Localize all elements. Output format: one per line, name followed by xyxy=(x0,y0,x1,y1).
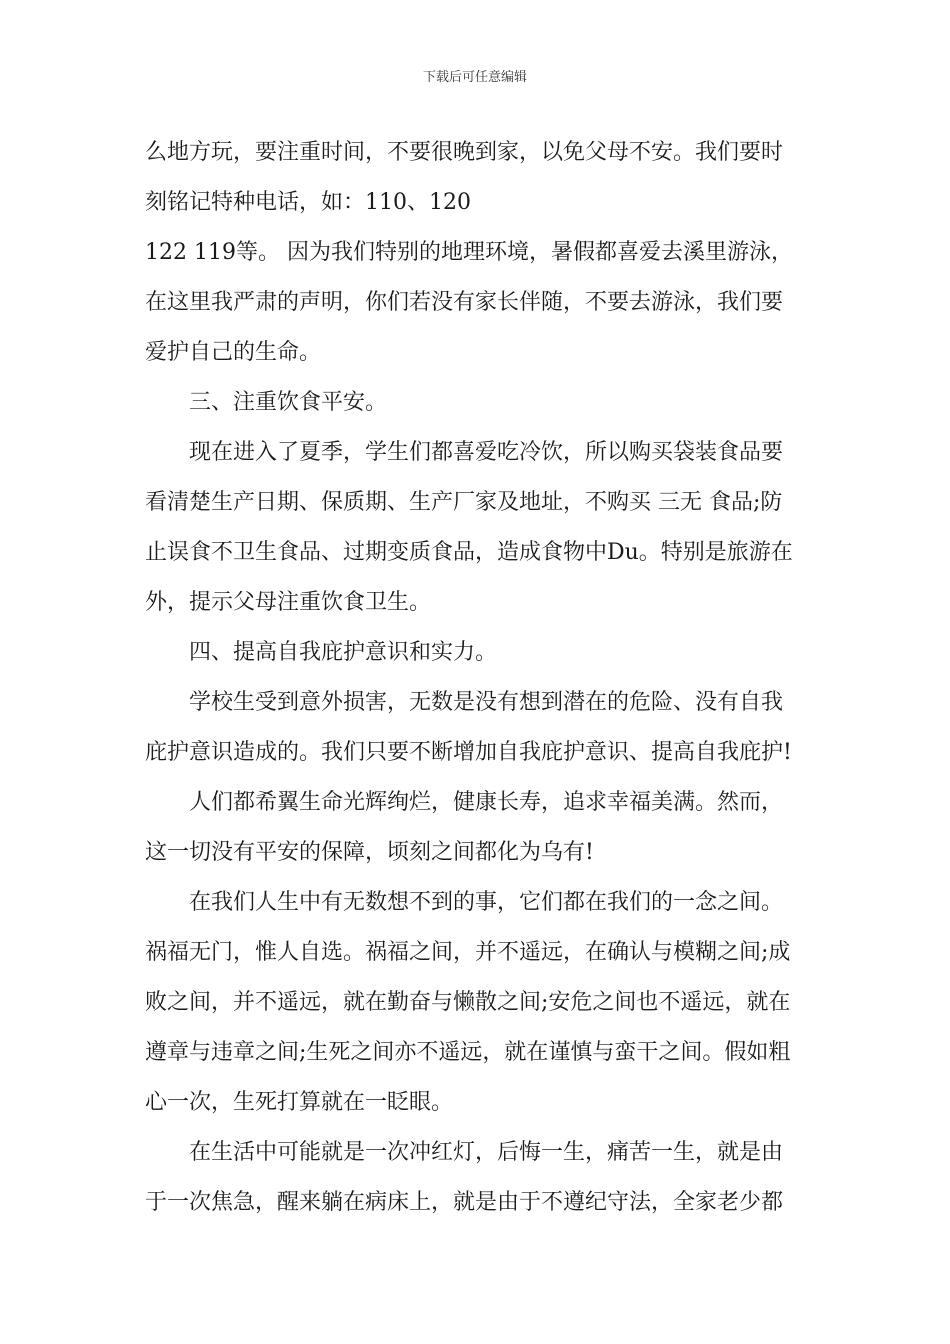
text-line: 刻铭记特种电话，如：110、120 xyxy=(145,190,471,215)
text-line: 三、注重饮食平安。 xyxy=(189,390,388,415)
text-line: 人们都希翼生命光辉绚烂，健康长寿，追求幸福美满。然而， xyxy=(189,790,784,815)
text-line: 遵章与违章之间;生死之间亦不遥远，就在谨慎与蛮干之间。假如粗 xyxy=(145,1040,791,1065)
text-line: 看清楚生产日期、保质期、生产厂家及地址，不购买 三无 食品;防 xyxy=(145,490,783,515)
text-line: 学校生受到意外损害，无数是没有想到潜在的危险、没有自我 xyxy=(189,690,784,715)
paragraph xyxy=(145,128,809,228)
paragraph xyxy=(145,878,809,1128)
text-line: 在这里我严肃的声明，你们若没有家长伴随，不要去游泳，我们要 xyxy=(145,290,784,315)
text-line: 外，提示父母注重饮食卫生。 xyxy=(145,590,432,615)
text-line: 于一次焦急，醒来躺在病床上，就是由于不遵纪守法，全家老少都 xyxy=(145,1190,784,1215)
text-line: 爱护自己的生命。 xyxy=(145,340,322,365)
text-line: 么地方玩，要注重时间，不要很晚到家，以免父母不安。我们要时 xyxy=(145,140,784,165)
page-header: 下载后可任意编辑 xyxy=(422,70,527,85)
document-body xyxy=(145,128,809,1228)
text-line: 四、提高自我庇护意识和实力。 xyxy=(189,640,498,665)
paragraph xyxy=(145,778,809,878)
text-line: 止误食不卫生食品、过期变质食品，造成食物中Du。特别是旅游在 xyxy=(145,540,793,565)
section-heading xyxy=(145,628,809,678)
text-line: 122 119等。 因为我们特别的地理环境，暑假都喜爱去溪里游泳， xyxy=(145,240,793,265)
paragraph xyxy=(145,228,809,378)
paragraph xyxy=(145,678,809,778)
text-line: 祸福无门，惟人自选。祸福之间，并不遥远，在确认与模糊之间;成 xyxy=(145,940,791,965)
text-line: 现在进入了夏季，学生们都喜爱吃冷饮，所以购买袋装食品要 xyxy=(189,440,784,465)
text-line: 庇护意识造成的。我们只要不断增加自我庇护意识、提高自我庇护! xyxy=(145,740,792,765)
text-line: 这一切没有平安的保障，顷刻之间都化为乌有! xyxy=(145,840,594,865)
section-heading xyxy=(145,378,809,428)
paragraph xyxy=(145,428,809,628)
text-line: 在生活中可能就是一次冲红灯，后悔一生，痛苦一生，就是由 xyxy=(189,1140,784,1165)
text-line: 心一次，生死打算就在一眨眼。 xyxy=(145,1090,454,1115)
paragraph xyxy=(145,1128,809,1228)
text-line: 在我们人生中有无数想不到的事，它们都在我们的一念之间。 xyxy=(189,890,784,915)
text-line: 败之间，并不遥远，就在勤奋与懒散之间;安危之间也不遥远，就在 xyxy=(145,990,791,1015)
